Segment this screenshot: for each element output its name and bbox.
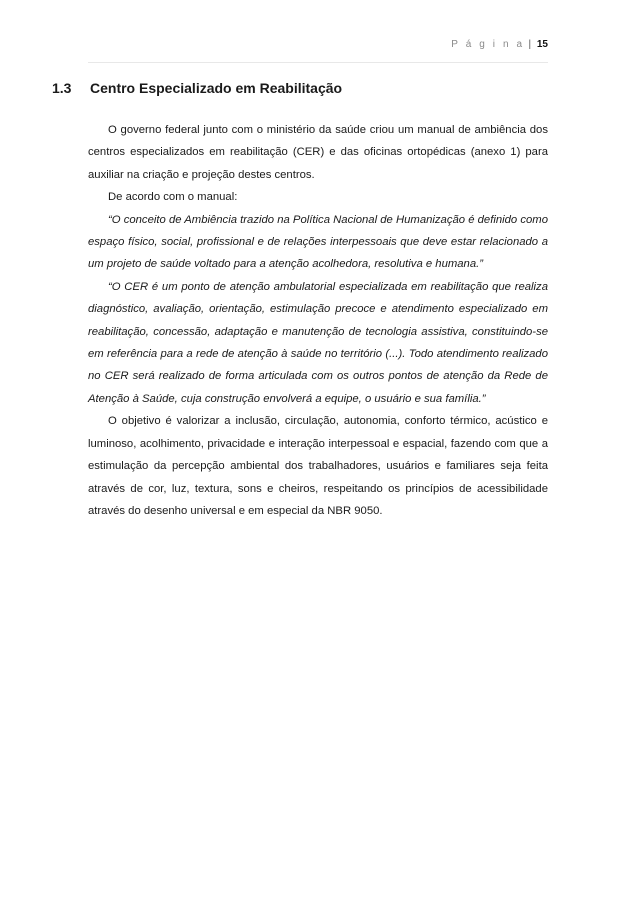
page-number: 15 — [536, 39, 548, 50]
quote-ambiencia: “O conceito de Ambiência trazido na Política Nacional de Humanização é definido como espaço físico, social, profissional e de relações interpessoais que deve estar relacionado a um projeto de saúde voltado para a atenção acolhedora, resolutiva e humana.” — [88, 213, 548, 271]
page-separator: | — [528, 39, 532, 50]
paragraph-manual-lead: De acordo com o manual: — [108, 191, 238, 204]
body-text — [88, 119, 548, 522]
paragraph-objective: O objetivo é valorizar a inclusão, circulação, autonomia, conforto térmico, acústico e luminoso, acolhimento, privacidade e interação interpessoal e espacial, fazendo com que a estimulação da percepção ambiental dos trabalhadores, usuários e familiares seja feita através de cor, luz, textura, sons e cheiros, respeitando os princípios de acessibilidade através do desenho universal e em especial da NBR 9050. — [88, 415, 548, 517]
section-number: 1.3 — [52, 80, 72, 96]
page-label: P á g i n a — [451, 39, 525, 50]
section-title: Centro Especializado em Reabilitação — [90, 80, 343, 96]
section-heading — [52, 79, 552, 97]
page-header — [88, 38, 548, 63]
paragraph-intro: O governo federal junto com o ministério da saúde criou um manual de ambiência dos centros especializados em reabilitação (CER) e das oficinas ortopédicas (anexo 1) para auxiliar na criação e projeção destes centros. — [88, 124, 548, 181]
quote-cer: “O CER é um ponto de atenção ambulatorial especializada em reabilitação que realiza diagnóstico, avaliação, orientação, estimulação precoce e atendimento especializado em reabilitação, concessão, adaptação e manutenção de tecnologia assistiva, constituindo-se em referência para a rede de atenção à saúde no território (...). Todo atendimento realizado no CER será realizado de forma articulada com os outros pontos de atenção da Rede de Atenção à Saúde, cuja construção envolverá a equipe, o usuário e sua família.” — [88, 280, 548, 405]
